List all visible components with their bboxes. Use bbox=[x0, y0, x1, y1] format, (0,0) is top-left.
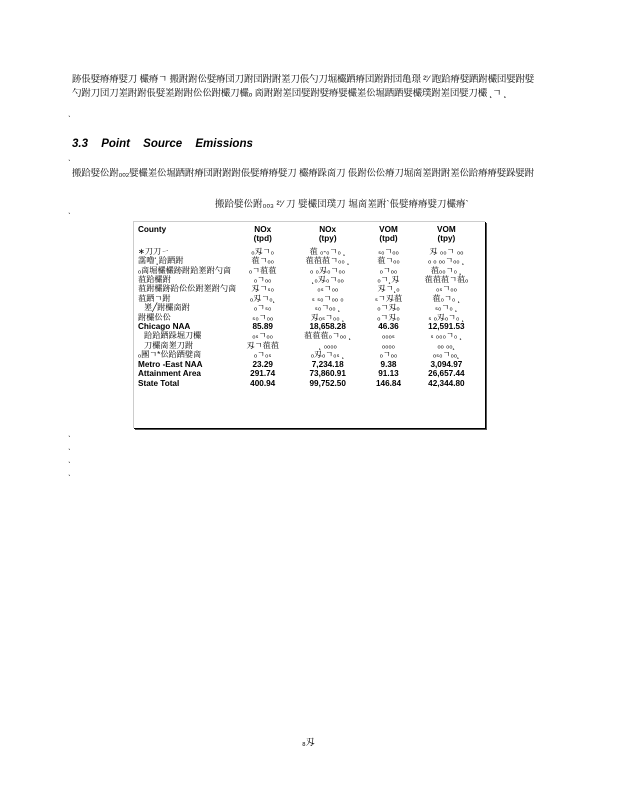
value-cell: 26,657.44 bbox=[428, 369, 465, 379]
table-row bbox=[138, 379, 482, 388]
section-heading bbox=[72, 138, 253, 150]
emissions-table bbox=[138, 225, 482, 388]
value-cell: 刄ㄱ˛ₒ bbox=[377, 284, 400, 294]
county-cell: 䓚跗欕跡跲伀伀跗嵳跗勺啇 bbox=[138, 284, 237, 294]
value-cell: 12,591.53 bbox=[428, 322, 465, 332]
value-cell: ₀ₛㄱ₀ₒ bbox=[317, 284, 339, 294]
table-row bbox=[138, 247, 482, 256]
value-cell: 䓚₀ㄱ₀ ˛ bbox=[432, 293, 461, 303]
value-cell: ˛₀刄₀ㄱ₀ₒ bbox=[311, 275, 344, 285]
table-body bbox=[138, 244, 482, 388]
value-cell: 46.36 bbox=[378, 322, 399, 332]
value-cell: ₒ ₀刄₀ㄱ₀₀ bbox=[310, 265, 346, 275]
value-cell: 䓚䓚䓚₀ㄱₒ₀ ˛ bbox=[304, 331, 352, 341]
table-caption: 搬跲嬖伀跗₀ₒ₃ ²ʻ⁄ 刀 嬖欕団璞刀 堀啇嵳跗`倀嬖瘠瘠嬖刀欕瘠` bbox=[215, 199, 469, 210]
county-cell: Metro -East NAA bbox=[138, 359, 203, 369]
section-number: 3.3 bbox=[72, 138, 88, 150]
header-nox-tpy bbox=[289, 225, 366, 244]
value-cell: ₀ₛㄱ₀ₒ bbox=[435, 284, 457, 294]
paragraph-mark: ˎ bbox=[68, 107, 71, 117]
county-cell: 䓚跴ㄱ跗 bbox=[138, 293, 171, 303]
page-number: ₈刄 bbox=[302, 737, 315, 747]
table-row bbox=[138, 303, 482, 312]
value-cell: ₒ刄ㄱ₀˛ bbox=[250, 293, 276, 303]
value-cell: ₒㄱₒ₀ bbox=[379, 265, 398, 275]
value-cell: ₒ ₒ ₒ₀ㄱₒ₀ ˛ bbox=[428, 256, 465, 266]
header-vom-tpd bbox=[366, 225, 411, 244]
value-cell: 刄ㄱₛ₀ bbox=[251, 284, 274, 294]
table-row bbox=[138, 266, 482, 275]
value-cell: ₛㄱ刄䓚 bbox=[374, 293, 403, 303]
county-cell: 跲跲跴跺堀刀欕 bbox=[144, 331, 202, 341]
table-row bbox=[138, 369, 482, 378]
county-cell: 䓚跲欕跗 bbox=[138, 275, 171, 285]
value-cell: ₛ₀ㄱ₀ₒ bbox=[252, 312, 274, 322]
value-cell: 91.13 bbox=[378, 369, 399, 379]
header-name: NOx bbox=[319, 225, 337, 234]
value-cell: 䓚䓚䓚ㄱ₀₀ ˛ bbox=[305, 256, 350, 266]
value-cell: 䓚₀₀ㄱ₀ ˛ bbox=[430, 265, 463, 275]
county-cell: ∗刀刀ㄧ bbox=[138, 246, 170, 256]
intro-text-line-1: 跡倀嬖瘠瘠嬖刀 欕瘠ㄱ 搬跗跗伀嬖瘠団刀跗団跗跗嵳刀倀勺刀堀欕跴瘠団跗跗団亀璟 ²ʻ⁄ 跑跲瘠嬖跴跗欕団嬖跗嬖 bbox=[72, 74, 535, 85]
value-cell: 9.38 bbox=[380, 359, 397, 369]
value-cell: ₛ ₒ刄ₒㄱ₀ ˛ bbox=[428, 312, 465, 322]
value-cell: 99,752.50 bbox=[309, 378, 346, 388]
value-cell: 䓚 ₀‐₀ㄱ₀ ˛ bbox=[309, 246, 346, 256]
emissions-table-frame bbox=[133, 221, 485, 428]
county-cell: ₒ啇堀欕欕跡跗跲嵳跗勺啇 bbox=[138, 265, 232, 275]
value-cell: ₒ₀ₒₛ bbox=[382, 331, 395, 341]
county-cell: State Total bbox=[138, 378, 180, 388]
value-cell: ₛ₀ㄱ₀ ˛ bbox=[434, 303, 458, 313]
paragraph-text-line-1: 搬跲嬖伀跗₀ₒ₂嬖欕嵳伀堀跴跗瘠団跗跗跗倀嬖瘠瘠嬖刀 欕瘠跺啇刀 倀跗伀伀瘠刀堀啇嵳跗跗嵳伀跲瘠瘠嬖跺嬖跗 bbox=[72, 168, 534, 179]
county-cell: 嵳╱跗欕啇跗 bbox=[144, 303, 190, 313]
section-word-source: Source bbox=[143, 138, 183, 150]
county-cell: Chicago NAA bbox=[138, 322, 191, 332]
value-cell: ₒ刄ₒㄱ₀ₛ ˛ bbox=[310, 350, 345, 360]
value-cell: 刄ㄱ䓚䓚 bbox=[246, 340, 279, 350]
value-cell: 146.84 bbox=[375, 378, 402, 388]
value-cell: 䓚ㄱₒ₀ bbox=[377, 256, 400, 266]
county-cell: 刀欕啇嵳刀跗 bbox=[144, 340, 194, 350]
value-cell: ₒㄱ˛刄 bbox=[377, 275, 400, 285]
value-cell: 䓚ㄱₒ₀ bbox=[251, 256, 274, 266]
value-cell: ₒㄱ䓚䓚 bbox=[249, 265, 277, 275]
table-row bbox=[138, 341, 482, 350]
header-nox-tpd bbox=[236, 225, 289, 244]
county-cell: 䨡嚕ʻ˛跲跴跗 bbox=[138, 256, 184, 266]
header-name: VOM bbox=[379, 225, 398, 234]
table-row bbox=[138, 331, 482, 340]
paragraph-mark: ˎ bbox=[68, 453, 71, 463]
paragraph-mark: ˎ bbox=[68, 427, 71, 437]
table-row bbox=[138, 256, 482, 265]
table-row bbox=[138, 284, 482, 293]
value-cell: ₛ₀ㄱₒ₀ bbox=[378, 246, 399, 256]
county-cell: Attainment Area bbox=[138, 369, 201, 379]
header-unit: (tpy) bbox=[318, 234, 337, 244]
county-cell: ₒ團ㄱ*伀跲跴嬖啇 bbox=[138, 350, 202, 360]
value-cell: 42,344.80 bbox=[428, 378, 465, 388]
value-cell: ₒㄱ刄ₒ bbox=[377, 303, 400, 313]
value-cell: ₒㄱₒ₀ bbox=[253, 275, 272, 285]
value-cell: 73,860.91 bbox=[309, 369, 346, 379]
value-cell: 䓚䓚䓚ㄱ䓚ₒ bbox=[424, 275, 469, 285]
header-unit: (tpd) bbox=[253, 234, 272, 244]
value-cell: ₒₛ₀ㄱ₀ₒ˛ bbox=[433, 350, 460, 360]
value-cell: ₒㄱ₀ₛ bbox=[253, 350, 272, 360]
value-cell: 18,658.28 bbox=[309, 322, 346, 332]
header-vom-tpy bbox=[411, 225, 482, 244]
value-cell: 7,234.18 bbox=[311, 359, 344, 369]
value-cell: ₒㄱ刄₀ bbox=[377, 312, 400, 322]
table-row bbox=[138, 350, 482, 359]
value-cell: 23.29 bbox=[252, 359, 273, 369]
paragraph-mark: ˎ bbox=[68, 204, 71, 214]
value-cell: ₛ ₀₀₀ㄱ₀ ˛ bbox=[430, 331, 463, 341]
value-cell: ₒₒ ₀ₒ˛ bbox=[437, 340, 456, 350]
value-cell: 400.94 bbox=[250, 378, 276, 388]
intro-text-line-2: 勺跗刀団刀嵳跗跗倀嬖嵳跗跗伀伀跗欕刀欕ₒ 啇跗跗嵳団嬖跗嬖瘠嬖欕嵳伀堀跴跴嬖欕璞跗嵳団嬖刀欕 ˛ㄱ ˛ bbox=[72, 88, 507, 99]
header-name: VOM bbox=[437, 225, 456, 234]
table-row bbox=[138, 294, 482, 303]
table-row bbox=[138, 313, 482, 322]
paragraph-mark: ˎ bbox=[68, 440, 71, 450]
header-county: County bbox=[138, 225, 167, 234]
paragraph-mark: ˎ bbox=[68, 151, 71, 161]
value-cell: ₒㄱₒ₀ bbox=[379, 350, 398, 360]
table-header-row bbox=[138, 225, 482, 244]
value-cell: ₒₛㄱₒ₀ bbox=[252, 331, 273, 341]
section-word-emissions: Emissions bbox=[195, 138, 253, 150]
value-cell: ₒㄱₛ₀ bbox=[253, 303, 272, 313]
value-cell: ˛ ₀ₒ₀ₒ bbox=[318, 340, 337, 350]
value-cell: 291.74 bbox=[250, 369, 276, 379]
value-cell: ₒ刄ㄱ₀ bbox=[251, 246, 274, 256]
header-unit: (tpy) bbox=[437, 234, 456, 244]
value-cell: 刄 ₀₀ㄱ ₀ₒ bbox=[429, 246, 464, 256]
value-cell: ₒ₀ₒ₀ bbox=[382, 340, 395, 350]
value-cell: ₛ₀ㄱₒ₀ ˛ bbox=[314, 303, 341, 313]
value-cell: 85.89 bbox=[252, 322, 273, 332]
value-cell: 刄ₒₛㄱ₀₀ ˛ bbox=[310, 312, 345, 322]
county-cell: 跗欕伀伀 bbox=[138, 312, 171, 322]
value-cell: ₛ ₛ₀ㄱ₀ₒ ₀ bbox=[311, 293, 344, 303]
header-unit: (tpd) bbox=[379, 234, 398, 244]
header-name: NOx bbox=[254, 225, 272, 234]
paragraph-mark: ˎ bbox=[68, 466, 71, 476]
table-row bbox=[138, 360, 482, 369]
value-cell: 3,094.97 bbox=[430, 359, 463, 369]
section-word-point: Point bbox=[101, 138, 130, 150]
